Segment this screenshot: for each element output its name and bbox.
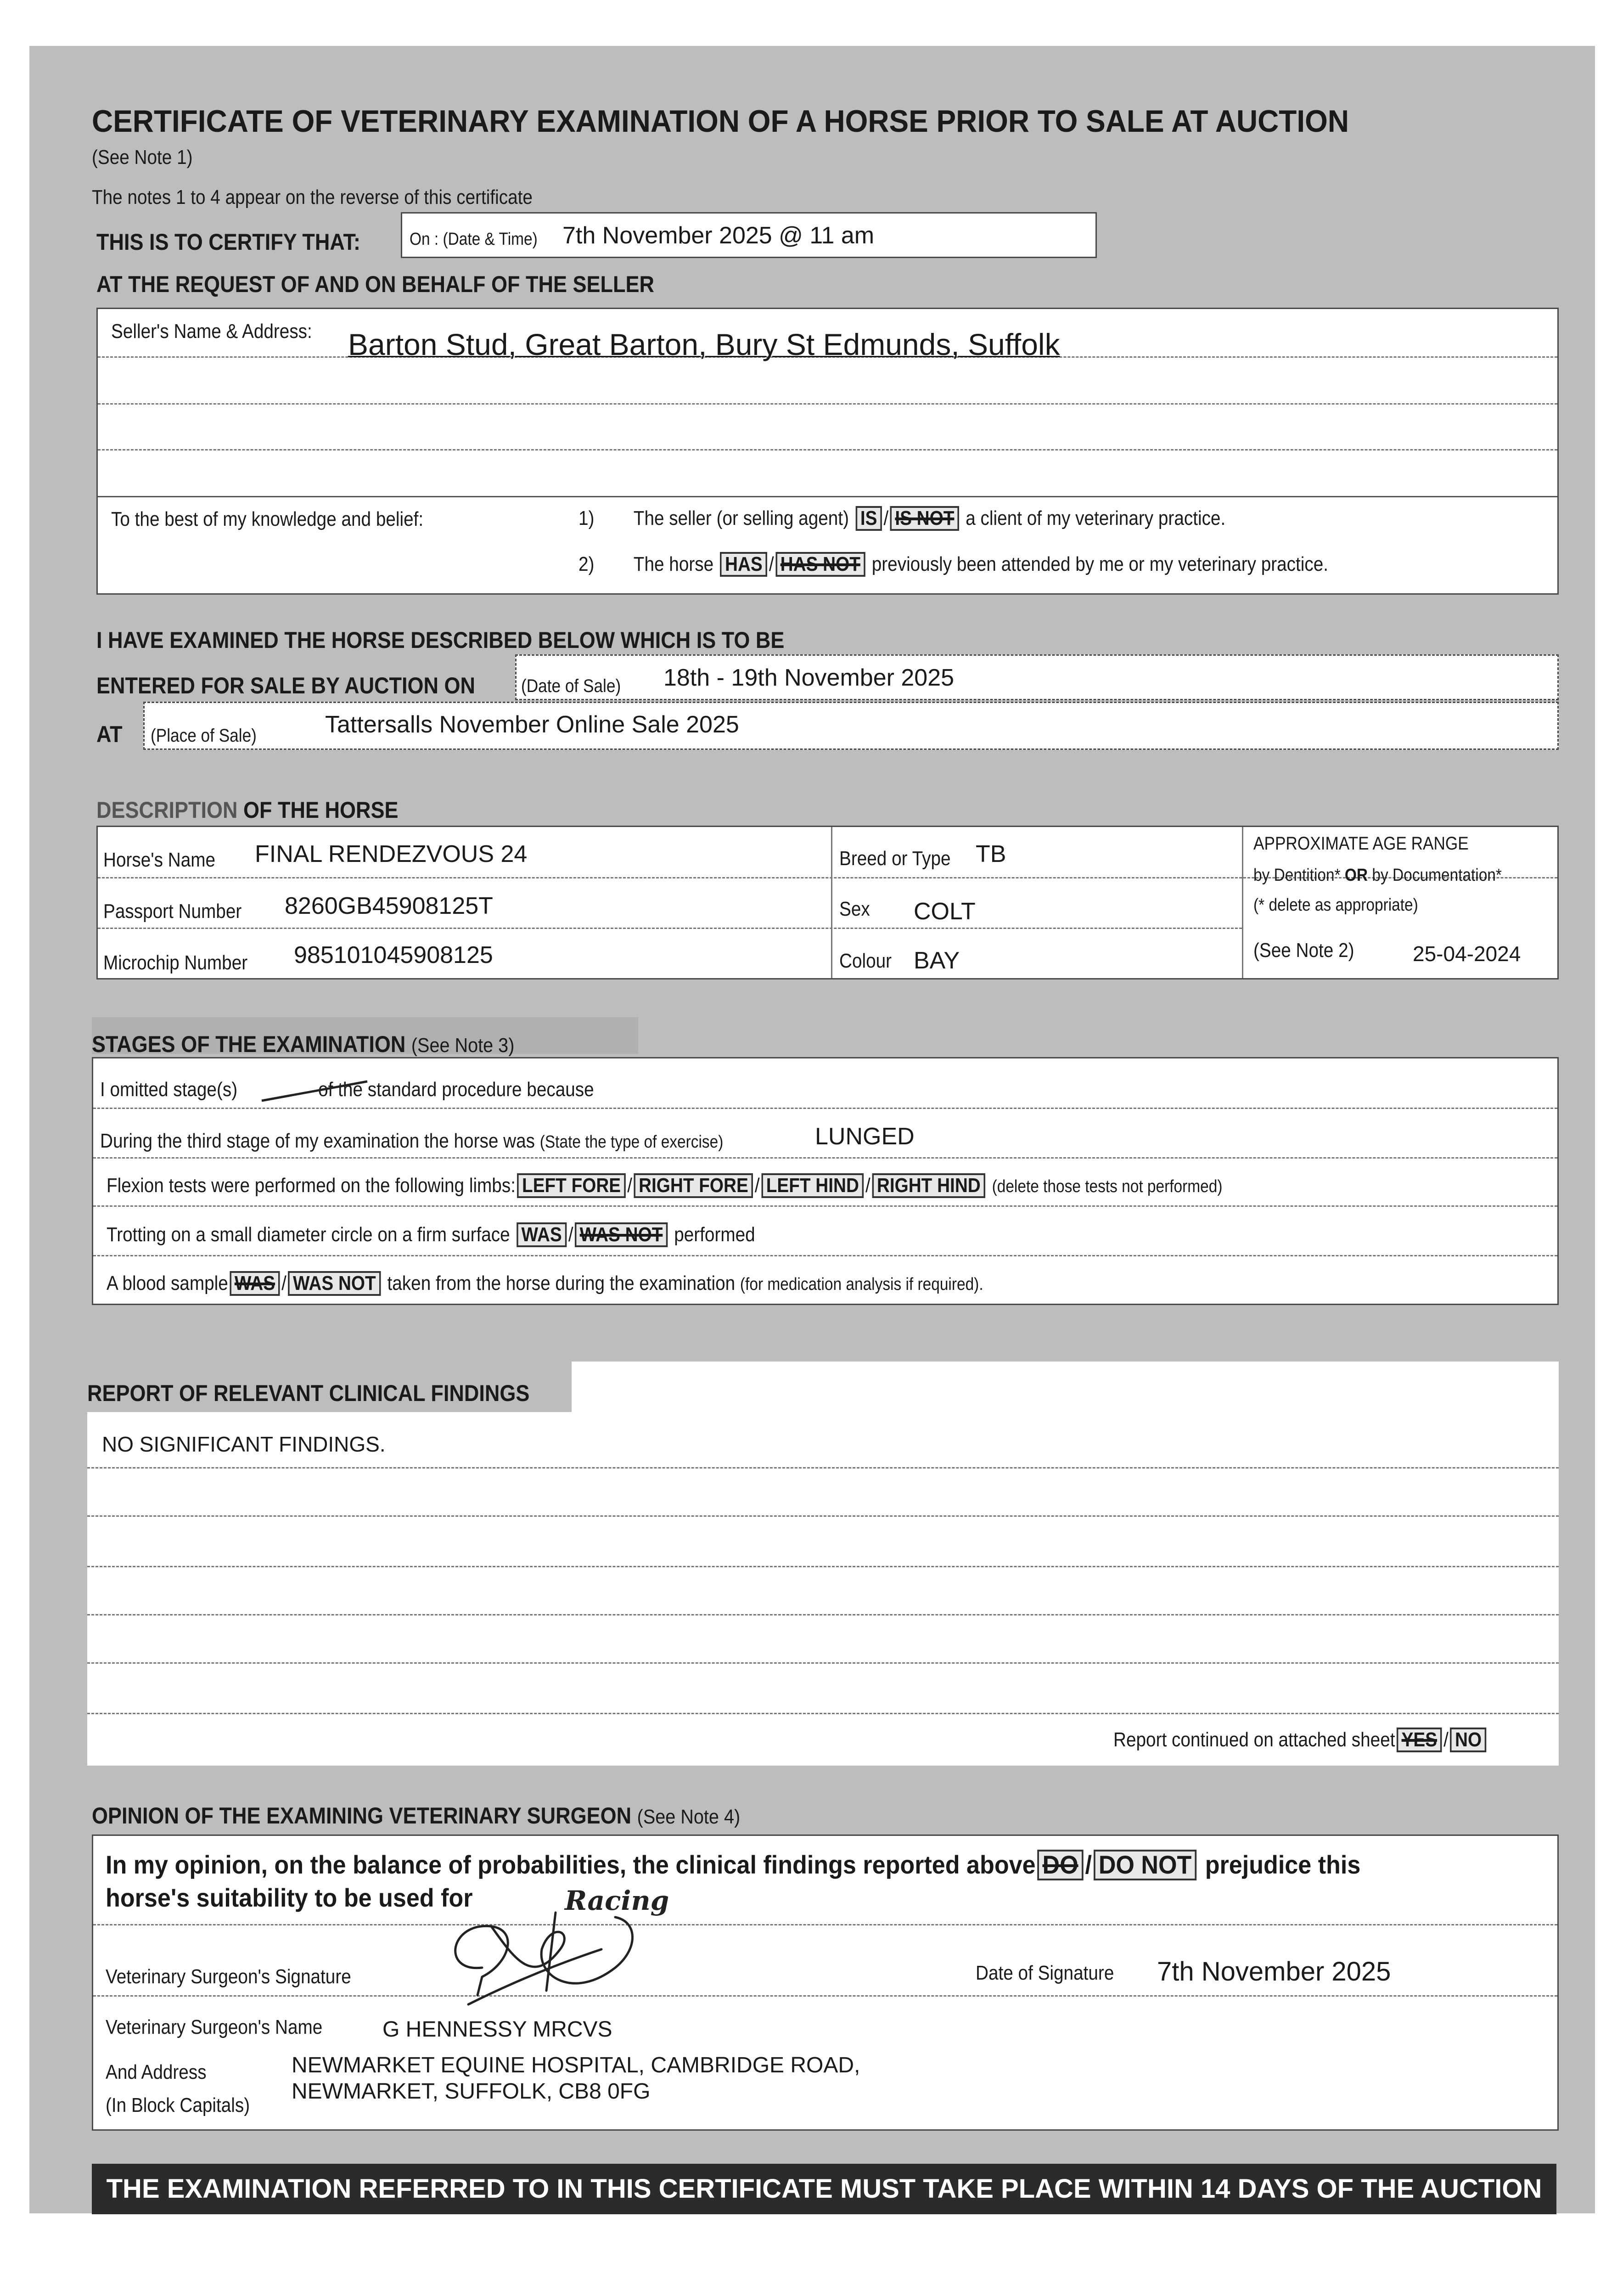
seller-name-label: Seller's Name & Address: xyxy=(111,320,312,343)
report-heading-box xyxy=(572,1362,1559,1412)
opinion-statement: In my opinion, on the balance of probabilities, the clinical findings reported above DO / DO NOT prejudice this xyxy=(106,1850,1360,1880)
seller-is-not-option: IS NOT xyxy=(890,506,959,531)
description-heading: DESCRIPTION OF THE HORSE xyxy=(96,797,399,823)
sale-place-value: Tattersalls November Online Sale 2025 xyxy=(325,711,739,738)
omitted-stages: I omitted stage(s) of the standard procedure because xyxy=(100,1078,594,1101)
address-line-2: NEWMARKET, SUFFOLK, CB8 0FG xyxy=(292,2079,651,2104)
microchip-label: Microchip Number xyxy=(103,951,248,974)
horse-name-value: FINAL RENDEZVOUS 24 xyxy=(255,841,528,867)
opinion-do-not-option: DO NOT xyxy=(1094,1850,1197,1880)
sex-label: Sex xyxy=(839,898,870,920)
see-note-1: (See Note 1) xyxy=(92,146,193,169)
address-line-1: NEWMARKET EQUINE HOSPITAL, CAMBRIDGE ROAD, xyxy=(292,2053,860,2077)
opinion-use-value: Racing xyxy=(565,1885,669,1916)
colour-label: Colour xyxy=(839,950,892,972)
report-finding: NO SIGNIFICANT FINDINGS. xyxy=(102,1432,386,1456)
seller-item1: 1) The seller (or selling agent) IS / IS NOT a client of my veterinary practice. xyxy=(578,506,1225,531)
address-label-2: (In Block Capitals) xyxy=(106,2094,250,2116)
sale-place-label: (Place of Sale) xyxy=(151,726,257,746)
stages-heading: STAGES OF THE EXAMINATION (See Note 3) xyxy=(92,1031,515,1057)
flexion-left-fore: LEFT FORE xyxy=(517,1173,625,1198)
opinion-statement-line2: horse's suitability to be used for xyxy=(106,1883,473,1912)
horse-has-not-option: HAS NOT xyxy=(775,552,865,577)
sale-heading-1: I HAVE EXAMINED THE HORSE DESCRIBED BELOW WHICH IS TO BE xyxy=(96,627,785,653)
trot-was-option: WAS xyxy=(517,1222,567,1247)
age-method: by Dentition* OR by Documentation* xyxy=(1253,866,1502,885)
footer-banner: THE EXAMINATION REFERRED TO IN THIS CERTIFICATE MUST TAKE PLACE WITHIN 14 DAYS OF THE AUCTION xyxy=(92,2164,1556,2214)
date-of-signature-value: 7th November 2025 xyxy=(1157,1957,1391,1986)
age-value: 25-04-2024 xyxy=(1413,942,1521,966)
seller-name-value: Barton Stud, Great Barton, Bury St Edmunds, Suffolk xyxy=(348,327,1060,361)
flexion-right-fore: RIGHT FORE xyxy=(634,1173,753,1198)
sale-heading-2: ENTERED FOR SALE BY AUCTION ON xyxy=(96,673,476,698)
age-note: (See Note 2) xyxy=(1253,939,1354,962)
colour-value: BAY xyxy=(914,947,960,974)
age-delete-hint: (* delete as appropriate) xyxy=(1253,895,1418,915)
blood-sample-row: A blood sample WAS / WAS NOT taken from the horse during the examination (for medication analysis if required). xyxy=(107,1271,983,1296)
omitted-strike-line xyxy=(257,1077,376,1104)
third-stage-value: LUNGED xyxy=(815,1123,915,1150)
continued-yes-option: YES xyxy=(1397,1728,1442,1752)
microchip-value: 985101045908125 xyxy=(294,942,493,968)
vet-name-value: G HENNESSY MRCVS xyxy=(382,2017,612,2042)
passport-label: Passport Number xyxy=(103,900,242,923)
certify-datetime: 7th November 2025 @ 11 am xyxy=(562,222,875,249)
sale-at-label: AT xyxy=(96,721,123,747)
seller-item2: 2) The horse HAS / HAS NOT previously been attended by me or my veterinary practice. xyxy=(578,552,1328,577)
sale-date-label: (Date of Sale) xyxy=(521,676,621,696)
age-heading: APPROXIMATE AGE RANGE xyxy=(1253,833,1469,854)
certify-on-label: On : (Date & Time) xyxy=(410,230,538,249)
horse-name-label: Horse's Name xyxy=(103,849,216,871)
certificate-title: CERTIFICATE OF VETERINARY EXAMINATION OF A HORSE PRIOR TO SALE AT AUCTION xyxy=(92,104,1349,139)
flexion-right-hind: RIGHT HIND xyxy=(872,1173,985,1198)
address-label-1: And Address xyxy=(106,2061,207,2083)
blood-was-option: WAS xyxy=(230,1271,280,1296)
seller-is-option: IS xyxy=(855,506,882,531)
notes-line: The notes 1 to 4 appear on the reverse of this certificate xyxy=(92,186,533,208)
sex-value: COLT xyxy=(914,898,976,925)
flexion-row: Flexion tests were performed on the following limbs: LEFT FORE / RIGHT FORE / LEFT HIND / RIGHT HIND (delete those tests not performed) xyxy=(107,1173,1222,1198)
horse-has-option: HAS xyxy=(720,552,767,577)
breed-label: Breed or Type xyxy=(839,847,951,870)
trotting-row: Trotting on a small diameter circle on a firm surface WAS / WAS NOT performed xyxy=(107,1222,755,1247)
trot-was-not-option: WAS NOT xyxy=(575,1222,668,1247)
passport-value: 8260GB45908125T xyxy=(285,893,493,919)
blood-was-not-option: WAS NOT xyxy=(288,1271,381,1296)
signature-label: Veterinary Surgeon's Signature xyxy=(106,1965,351,1988)
breed-value: TB xyxy=(976,841,1006,867)
continued-no-option: NO xyxy=(1450,1728,1486,1752)
certify-label: THIS IS TO CERTIFY THAT: xyxy=(96,229,361,255)
flexion-left-hind: LEFT HIND xyxy=(761,1173,864,1198)
opinion-heading: OPINION OF THE EXAMINING VETERINARY SURGEON (See Note 4) xyxy=(92,1803,741,1829)
report-heading: REPORT OF RELEVANT CLINICAL FINDINGS xyxy=(87,1380,530,1406)
third-stage-row: During the third stage of my examination the horse was (State the type of exercise) xyxy=(100,1130,724,1152)
date-of-signature-label: Date of Signature xyxy=(976,1962,1114,1984)
vet-name-label: Veterinary Surgeon's Name xyxy=(106,2016,323,2038)
opinion-do-option: DO xyxy=(1037,1850,1083,1880)
signature-scribble xyxy=(422,1894,698,2014)
report-continued: Report continued on attached sheet YES / NO xyxy=(1113,1728,1488,1752)
seller-heading: AT THE REQUEST OF AND ON BEHALF OF THE SELLER xyxy=(96,271,654,297)
sale-date-value: 18th - 19th November 2025 xyxy=(663,664,955,691)
belief-label: To the best of my knowledge and belief: xyxy=(111,508,424,530)
